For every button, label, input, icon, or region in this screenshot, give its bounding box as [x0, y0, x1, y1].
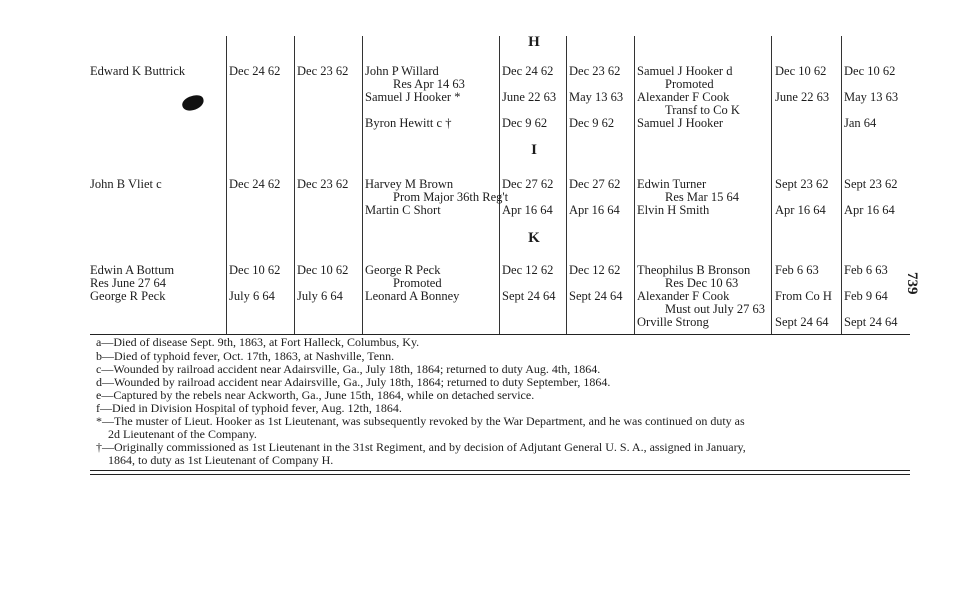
- roster-cell: Jan 64: [844, 116, 877, 130]
- roster-cell: Sept 23 62: [844, 177, 898, 191]
- footnote-star-cont: 2d Lieutenant of the Company.: [108, 427, 257, 441]
- footnote-star: *—The muster of Lieut. Hooker as 1st Lieutenant, was subsequently revoked by the War Department, and he was continued on duty as: [96, 414, 745, 428]
- roster-cell: From Co H: [775, 289, 832, 303]
- column-rule: [226, 36, 227, 334]
- column-rule: [566, 36, 567, 334]
- footnote-b: b—Died of typhoid fever, Oct. 17th, 1863, at Nashville, Tenn.: [96, 349, 395, 363]
- roster-cell: Elvin H Smith: [637, 203, 710, 217]
- roster-cell: Sept 23 62: [775, 177, 829, 191]
- footnote-e: e—Captured by the rebels near Ackworth, Ga., June 15th, 1864, while on detached service.: [96, 388, 535, 402]
- roster-cell: Dec 10 62: [844, 64, 896, 78]
- roster-cell: Dec 12 62: [569, 263, 621, 277]
- roster-cell: June 22 63: [502, 90, 557, 104]
- company-letter: I: [531, 142, 537, 158]
- roster-cell: Promoted: [393, 276, 442, 290]
- roster-cell: May 13 63: [569, 90, 624, 104]
- roster-cell: Res Mar 15 64: [665, 190, 739, 204]
- column-rule: [841, 36, 842, 334]
- roster-cell: Must out July 27 63: [665, 302, 766, 316]
- roster-cell: Alexander F Cook: [637, 289, 730, 303]
- roster-cell: George R Peck: [365, 263, 441, 277]
- roster-cell: Apr 16 64: [569, 203, 620, 217]
- column-rule: [771, 36, 772, 334]
- roster-cell: Edwin Turner: [637, 177, 707, 191]
- column-rule: [634, 36, 635, 334]
- roster-cell: Samuel J Hooker: [637, 116, 724, 130]
- roster-cell: Theophilus B Bronson: [637, 263, 751, 277]
- roster-cell: Alexander F Cook: [637, 90, 730, 104]
- roster-cell: July 6 64: [297, 289, 343, 303]
- roster-cell: Dec 10 62: [775, 64, 827, 78]
- roster-cell: Dec 27 62: [502, 177, 554, 191]
- column-rule: [362, 36, 363, 334]
- roster-cell: Edward K Buttrick: [90, 64, 186, 78]
- roster-cell: Sept 24 64: [569, 289, 623, 303]
- footnote-dagger: †—Originally commissioned as 1st Lieutenant in the 31st Regiment, and by decision of Adjutant General U. S. A., assigned in January,: [96, 440, 746, 454]
- roster-cell: Dec 24 62: [229, 64, 281, 78]
- roster-cell: May 13 63: [844, 90, 899, 104]
- footnote-f: f—Died in Division Hospital of typhoid fever, Aug. 12th, 1864.: [96, 401, 402, 415]
- footnote-c: c—Wounded by railroad accident near Adairsville, Ga., July 18th, 1864; returned to duty Aug. 4th, 1864.: [96, 362, 601, 376]
- ink-blot: [181, 93, 206, 112]
- roster-cell: Dec 9 62: [502, 116, 548, 130]
- roster-cell: Martin C Short: [365, 203, 441, 217]
- roster-cell: Edwin A Bottum: [90, 263, 175, 277]
- roster-cell: Harvey M Brown: [365, 177, 454, 191]
- column-rule: [294, 36, 295, 334]
- roster-cell: Promoted: [665, 77, 714, 91]
- roster-cell: Dec 9 62: [569, 116, 615, 130]
- roster-cell: Feb 6 63: [775, 263, 819, 277]
- roster-cell: Prom Major 36th Reg't: [393, 190, 509, 204]
- roster-cell: Dec 10 62: [229, 263, 281, 277]
- company-letter: K: [528, 230, 540, 246]
- roster-cell: Dec 23 62: [297, 64, 349, 78]
- roster-cell: July 6 64: [229, 289, 275, 303]
- roster-cell: Feb 9 64: [844, 289, 888, 303]
- roster-cell: June 22 63: [775, 90, 830, 104]
- page-number: 739: [904, 272, 920, 295]
- roster-cell: Dec 24 62: [229, 177, 281, 191]
- roster-cell: Transf to Co K: [665, 103, 740, 117]
- roster-cell: Dec 27 62: [569, 177, 621, 191]
- roster-cell: Dec 12 62: [502, 263, 554, 277]
- roster-cell: John B Vliet c: [90, 177, 162, 191]
- roster-cell: Byron Hewitt c †: [365, 116, 452, 130]
- bottom-rule: [90, 470, 910, 471]
- company-letter: H: [528, 34, 540, 50]
- roster-cell: Sept 24 64: [844, 315, 898, 329]
- footnote-d: d—Wounded by railroad accident near Adairsville, Ga., July 18th, 1864; returned to duty September, 1864.: [96, 375, 611, 389]
- roster-cell: Dec 23 62: [297, 177, 349, 191]
- roster-cell: Feb 6 63: [844, 263, 888, 277]
- roster-cell: Apr 16 64: [844, 203, 895, 217]
- roster-cell: Res Dec 10 63: [665, 276, 739, 290]
- roster-cell: Samuel J Hooker *: [365, 90, 461, 104]
- roster-cell: Res Apr 14 63: [393, 77, 465, 91]
- roster-cell: Sept 24 64: [502, 289, 556, 303]
- roster-cell: Dec 24 62: [502, 64, 554, 78]
- roster-cell: Orville Strong: [637, 315, 709, 329]
- column-rule: [499, 36, 500, 334]
- roster-cell: Samuel J Hooker d: [637, 64, 733, 78]
- roster-cell: Sept 24 64: [775, 315, 829, 329]
- footnote-a: a—Died of disease Sept. 9th, 1863, at Fort Halleck, Columbus, Ky.: [96, 335, 420, 349]
- bottom-rule-double: [90, 474, 910, 475]
- roster-cell: Apr 16 64: [502, 203, 553, 217]
- footnote-dagger-cont: 1864, to duty as 1st Lieutenant of Company H.: [108, 453, 334, 467]
- roster-cell: Res June 27 64: [90, 276, 167, 290]
- roster-cell: Leonard A Bonney: [365, 289, 460, 303]
- roster-cell: Apr 16 64: [775, 203, 826, 217]
- roster-cell: John P Willard: [365, 64, 439, 78]
- roster-cell: Dec 10 62: [297, 263, 349, 277]
- roster-cell: George R Peck: [90, 289, 166, 303]
- roster-cell: Dec 23 62: [569, 64, 621, 78]
